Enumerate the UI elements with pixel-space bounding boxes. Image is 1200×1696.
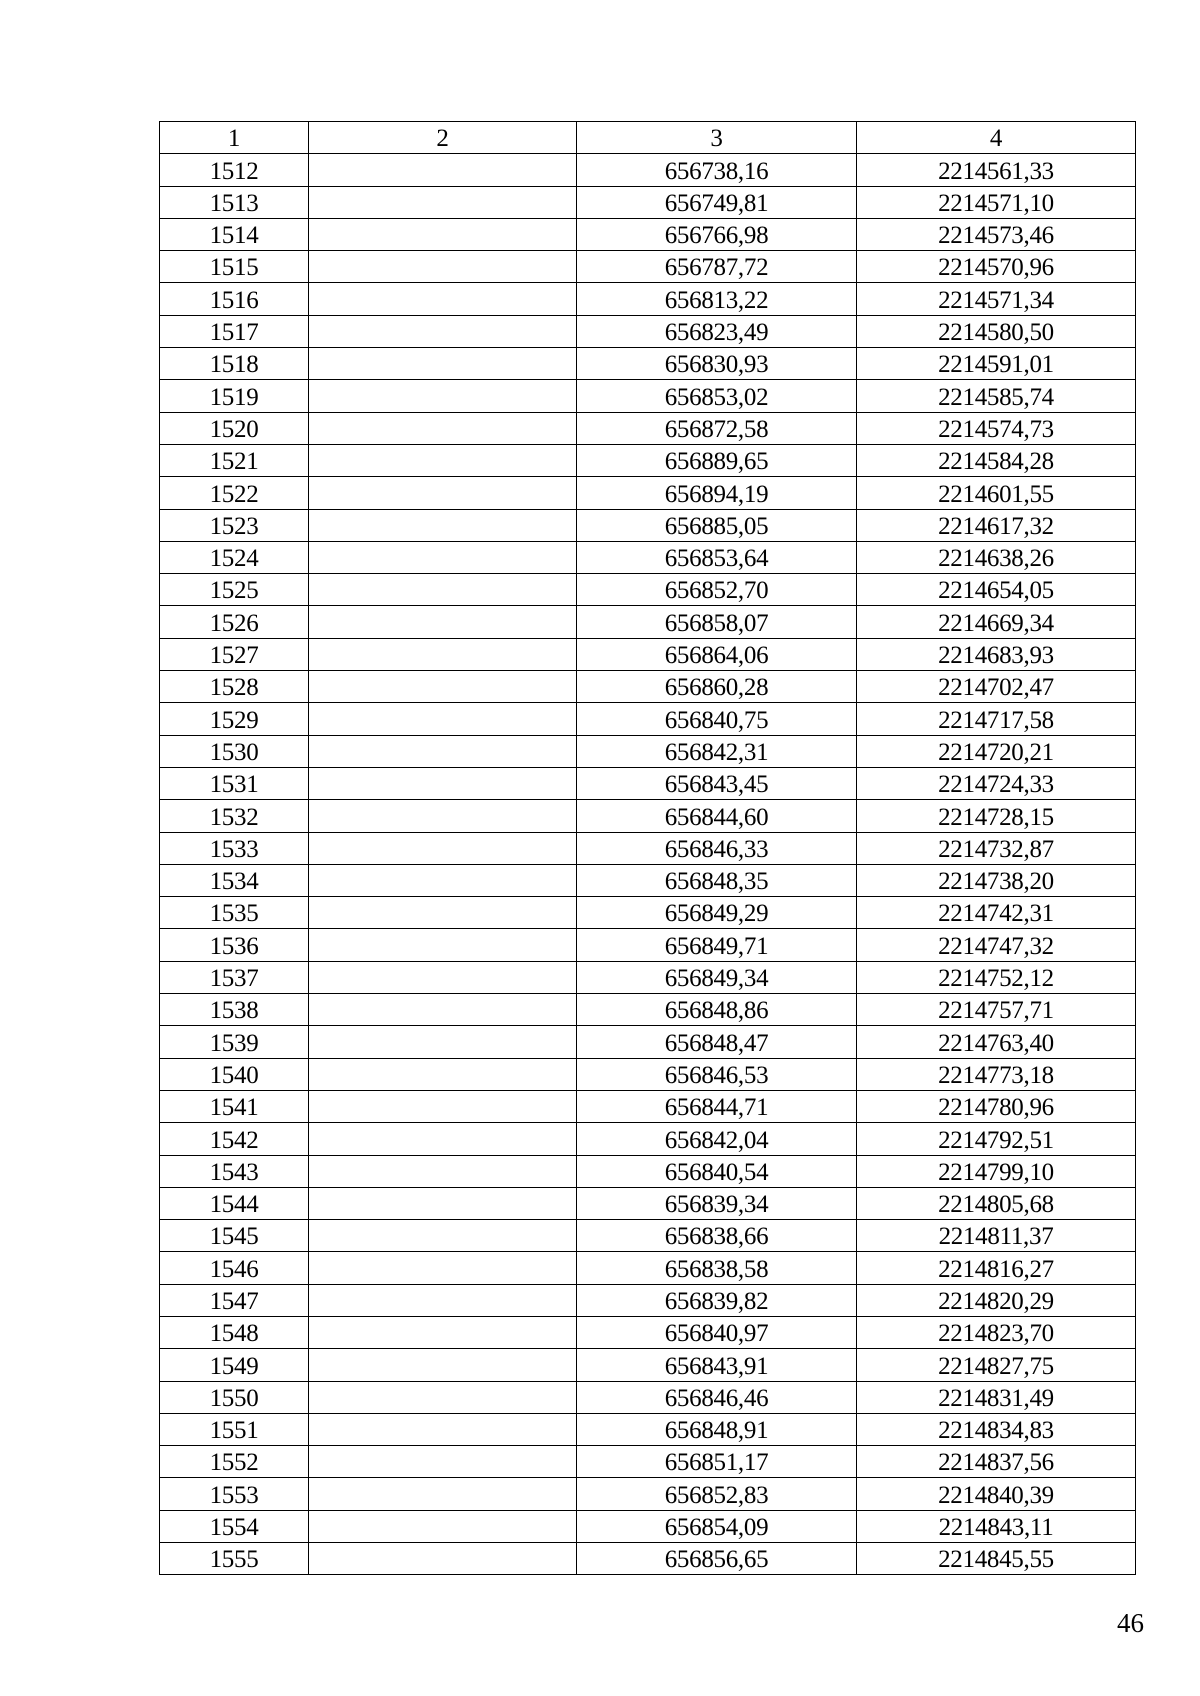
empty-cell [309,671,577,703]
table-row [160,541,1136,573]
table-row [160,1284,1136,1316]
table-row [160,154,1136,186]
point-number-cell: 1529 [160,703,309,735]
coordinate-y-cell: 2214574,73 [857,412,1136,444]
coordinate-y-cell: 2214571,10 [857,186,1136,218]
coordinate-x-cell: 656846,53 [577,1058,857,1090]
empty-cell [309,1478,577,1510]
table-row [160,832,1136,864]
table-row [160,348,1136,380]
coordinate-x-cell: 656846,46 [577,1381,857,1413]
table-row [160,1220,1136,1252]
coordinate-y-cell: 2214747,32 [857,929,1136,961]
table-row [160,1446,1136,1478]
empty-cell [309,154,577,186]
table-row [160,638,1136,670]
table-row [160,1090,1136,1122]
coordinate-x-cell: 656823,49 [577,315,857,347]
point-number-cell: 1519 [160,380,309,412]
point-number-cell: 1521 [160,444,309,476]
point-number-cell: 1513 [160,186,309,218]
table-row [160,1413,1136,1445]
empty-cell [309,1220,577,1252]
coordinate-y-cell: 2214591,01 [857,348,1136,380]
coordinate-x-cell: 656839,34 [577,1187,857,1219]
point-number-cell: 1518 [160,348,309,380]
empty-cell [309,897,577,929]
coordinate-x-cell: 656852,83 [577,1478,857,1510]
coordinate-x-cell: 656872,58 [577,412,857,444]
table-row [160,703,1136,735]
empty-cell [309,800,577,832]
coordinate-x-cell: 656830,93 [577,348,857,380]
coordinate-x-cell: 656766,98 [577,218,857,250]
empty-cell [309,218,577,250]
table-row [160,1155,1136,1187]
coordinate-x-cell: 656840,75 [577,703,857,735]
point-number-cell: 1547 [160,1284,309,1316]
coordinate-y-cell: 2214805,68 [857,1187,1136,1219]
coordinate-x-cell: 656849,34 [577,961,857,993]
coordinate-y-cell: 2214617,32 [857,509,1136,541]
coordinate-y-cell: 2214845,55 [857,1543,1136,1575]
empty-cell [309,412,577,444]
point-number-cell: 1528 [160,671,309,703]
header-row [160,122,1136,154]
table-header [160,122,1136,154]
point-number-cell: 1530 [160,735,309,767]
table-row [160,606,1136,638]
coordinate-y-cell: 2214571,34 [857,283,1136,315]
coordinate-y-cell: 2214702,47 [857,671,1136,703]
coordinate-x-cell: 656839,82 [577,1284,857,1316]
point-number-cell: 1534 [160,864,309,896]
empty-cell [309,1381,577,1413]
point-number-cell: 1515 [160,251,309,283]
coordinate-x-cell: 656894,19 [577,477,857,509]
empty-cell [309,1090,577,1122]
coordinate-x-cell: 656840,97 [577,1316,857,1348]
table-row [160,994,1136,1026]
table-row [160,1187,1136,1219]
point-number-cell: 1535 [160,897,309,929]
empty-cell [309,1155,577,1187]
coordinate-x-cell: 656853,64 [577,541,857,573]
point-number-cell: 1531 [160,767,309,799]
coordinate-x-cell: 656885,05 [577,509,857,541]
coordinate-x-cell: 656848,91 [577,1413,857,1445]
table-row [160,735,1136,767]
coordinate-x-cell: 656858,07 [577,606,857,638]
coordinate-y-cell: 2214780,96 [857,1090,1136,1122]
coordinate-x-cell: 656842,31 [577,735,857,767]
point-number-cell: 1542 [160,1123,309,1155]
coordinate-x-cell: 656749,81 [577,186,857,218]
table-row [160,1316,1136,1348]
table-row [160,961,1136,993]
empty-cell [309,1510,577,1542]
table-row [160,1478,1136,1510]
empty-cell [309,929,577,961]
empty-cell [309,735,577,767]
point-number-cell: 1526 [160,606,309,638]
coordinate-y-cell: 2214601,55 [857,477,1136,509]
empty-cell [309,1316,577,1348]
empty-cell [309,1058,577,1090]
point-number-cell: 1544 [160,1187,309,1219]
point-number-cell: 1533 [160,832,309,864]
coordinate-x-cell: 656889,65 [577,444,857,476]
coordinate-x-cell: 656852,70 [577,574,857,606]
point-number-cell: 1522 [160,477,309,509]
header-cell-4: 4 [857,122,1136,154]
point-number-cell: 1537 [160,961,309,993]
empty-cell [309,767,577,799]
point-number-cell: 1523 [160,509,309,541]
coordinate-y-cell: 2214823,70 [857,1316,1136,1348]
point-number-cell: 1552 [160,1446,309,1478]
table-row [160,671,1136,703]
coordinate-y-cell: 2214720,21 [857,735,1136,767]
table-row [160,477,1136,509]
coordinate-y-cell: 2214738,20 [857,864,1136,896]
coordinate-y-cell: 2214638,26 [857,541,1136,573]
table-row [160,1510,1136,1542]
coordinate-y-cell: 2214573,46 [857,218,1136,250]
empty-cell [309,1284,577,1316]
table-row [160,1058,1136,1090]
coordinate-y-cell: 2214843,11 [857,1510,1136,1542]
coordinate-y-cell: 2214585,74 [857,380,1136,412]
empty-cell [309,864,577,896]
coordinate-y-cell: 2214840,39 [857,1478,1136,1510]
coordinate-y-cell: 2214773,18 [857,1058,1136,1090]
empty-cell [309,444,577,476]
point-number-cell: 1554 [160,1510,309,1542]
coordinate-x-cell: 656854,09 [577,1510,857,1542]
table-row [160,380,1136,412]
coordinate-x-cell: 656864,06 [577,638,857,670]
coordinate-x-cell: 656848,47 [577,1026,857,1058]
coordinate-x-cell: 656787,72 [577,251,857,283]
table-row [160,251,1136,283]
table-row [160,315,1136,347]
coordinate-y-cell: 2214584,28 [857,444,1136,476]
table-row [160,800,1136,832]
table-row [160,929,1136,961]
coordinate-x-cell: 656838,66 [577,1220,857,1252]
empty-cell [309,186,577,218]
coordinate-x-cell: 656860,28 [577,671,857,703]
coordinate-y-cell: 2214837,56 [857,1446,1136,1478]
table-row [160,218,1136,250]
point-number-cell: 1520 [160,412,309,444]
coordinate-x-cell: 656843,45 [577,767,857,799]
table-row [160,1543,1136,1575]
table-row [160,444,1136,476]
empty-cell [309,1446,577,1478]
table-row [160,412,1136,444]
table-row [160,767,1136,799]
point-number-cell: 1540 [160,1058,309,1090]
point-number-cell: 1516 [160,283,309,315]
coordinate-x-cell: 656849,29 [577,897,857,929]
point-number-cell: 1543 [160,1155,309,1187]
point-number-cell: 1548 [160,1316,309,1348]
coordinate-x-cell: 656842,04 [577,1123,857,1155]
header-cell-2: 2 [309,122,577,154]
coordinate-y-cell: 2214717,58 [857,703,1136,735]
coordinate-x-cell: 656853,02 [577,380,857,412]
point-number-cell: 1546 [160,1252,309,1284]
point-number-cell: 1517 [160,315,309,347]
header-cell-1: 1 [160,122,309,154]
point-number-cell: 1545 [160,1220,309,1252]
point-number-cell: 1549 [160,1349,309,1381]
empty-cell [309,477,577,509]
point-number-cell: 1538 [160,994,309,1026]
coordinate-y-cell: 2214669,34 [857,606,1136,638]
empty-cell [309,1252,577,1284]
empty-cell [309,541,577,573]
coordinate-y-cell: 2214683,93 [857,638,1136,670]
point-number-cell: 1524 [160,541,309,573]
coordinate-x-cell: 656844,71 [577,1090,857,1122]
coordinate-x-cell: 656840,54 [577,1155,857,1187]
coordinate-y-cell: 2214742,31 [857,897,1136,929]
table-row [160,1123,1136,1155]
empty-cell [309,283,577,315]
coordinate-y-cell: 2214834,83 [857,1413,1136,1445]
coordinate-x-cell: 656844,60 [577,800,857,832]
coordinate-y-cell: 2214757,71 [857,994,1136,1026]
coordinate-x-cell: 656838,58 [577,1252,857,1284]
empty-cell [309,348,577,380]
empty-cell [309,1123,577,1155]
empty-cell [309,380,577,412]
coordinate-y-cell: 2214570,96 [857,251,1136,283]
page-number: 46 [1117,1608,1144,1638]
table-row [160,1349,1136,1381]
coordinate-y-cell: 2214728,15 [857,800,1136,832]
coordinate-x-cell: 656813,22 [577,283,857,315]
table-row [160,1026,1136,1058]
coordinate-y-cell: 2214561,33 [857,154,1136,186]
empty-cell [309,315,577,347]
coordinate-y-cell: 2214732,87 [857,832,1136,864]
empty-cell [309,1349,577,1381]
point-number-cell: 1553 [160,1478,309,1510]
point-number-cell: 1512 [160,154,309,186]
point-number-cell: 1539 [160,1026,309,1058]
point-number-cell: 1555 [160,1543,309,1575]
point-number-cell: 1536 [160,929,309,961]
coordinate-x-cell: 656843,91 [577,1349,857,1381]
coordinate-y-cell: 2214580,50 [857,315,1136,347]
empty-cell [309,638,577,670]
coordinate-y-cell: 2214831,49 [857,1381,1136,1413]
coordinate-x-cell: 656851,17 [577,1446,857,1478]
point-number-cell: 1527 [160,638,309,670]
empty-cell [309,961,577,993]
coordinate-y-cell: 2214763,40 [857,1026,1136,1058]
coordinate-x-cell: 656849,71 [577,929,857,961]
table-row [160,574,1136,606]
table-row [160,283,1136,315]
table-row [160,1252,1136,1284]
empty-cell [309,606,577,638]
empty-cell [309,1413,577,1445]
table-row [160,1381,1136,1413]
point-number-cell: 1525 [160,574,309,606]
coordinate-y-cell: 2214654,05 [857,574,1136,606]
coordinate-y-cell: 2214724,33 [857,767,1136,799]
coordinate-y-cell: 2214811,37 [857,1220,1136,1252]
coordinate-y-cell: 2214799,10 [857,1155,1136,1187]
coordinate-y-cell: 2214827,75 [857,1349,1136,1381]
point-number-cell: 1532 [160,800,309,832]
empty-cell [309,703,577,735]
coordinate-x-cell: 656738,16 [577,154,857,186]
empty-cell [309,994,577,1026]
empty-cell [309,1187,577,1219]
empty-cell [309,509,577,541]
coordinate-y-cell: 2214816,27 [857,1252,1136,1284]
empty-cell [309,832,577,864]
coordinate-x-cell: 656856,65 [577,1543,857,1575]
empty-cell [309,1026,577,1058]
empty-cell [309,1543,577,1575]
coordinate-x-cell: 656846,33 [577,832,857,864]
table-row [160,509,1136,541]
point-number-cell: 1550 [160,1381,309,1413]
empty-cell [309,251,577,283]
coordinate-x-cell: 656848,35 [577,864,857,896]
point-number-cell: 1551 [160,1413,309,1445]
coordinate-y-cell: 2214792,51 [857,1123,1136,1155]
point-number-cell: 1514 [160,218,309,250]
coordinates-table [159,121,1136,1575]
coordinate-x-cell: 656848,86 [577,994,857,1026]
table-row [160,864,1136,896]
coordinate-y-cell: 2214752,12 [857,961,1136,993]
point-number-cell: 1541 [160,1090,309,1122]
table-row [160,897,1136,929]
header-cell-3: 3 [577,122,857,154]
empty-cell [309,574,577,606]
table-row [160,186,1136,218]
table-body [160,154,1136,1575]
coordinate-y-cell: 2214820,29 [857,1284,1136,1316]
